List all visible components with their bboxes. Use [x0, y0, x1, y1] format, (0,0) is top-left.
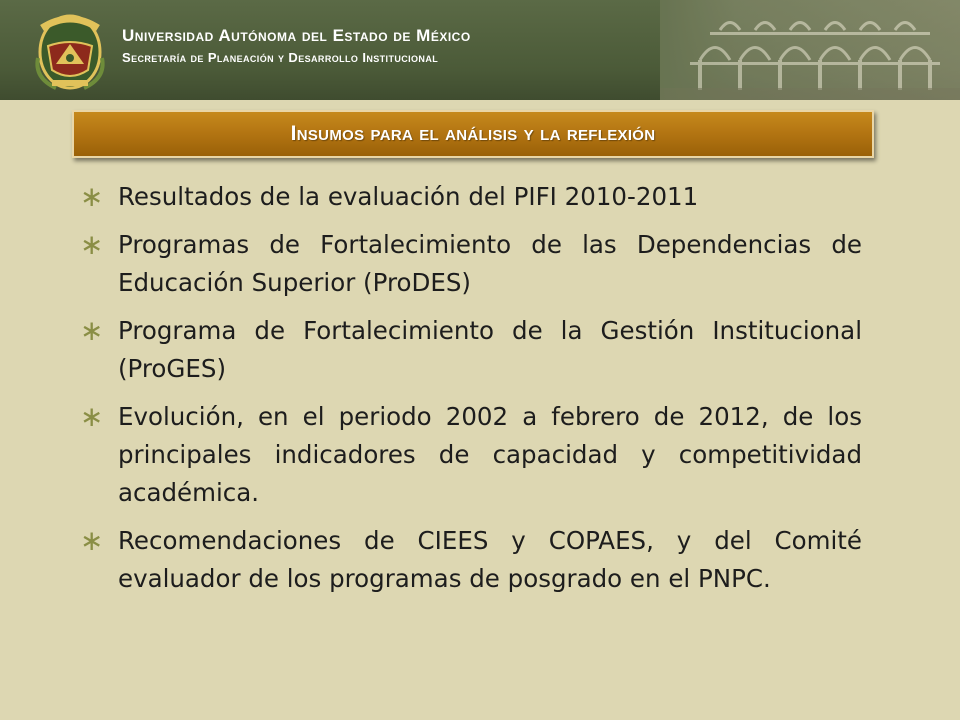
- bullet-item: [80, 226, 862, 302]
- uaem-coat-of-arms-icon: [28, 8, 112, 92]
- bullet-text: Resultados de la evaluación del PIFI 2010-2011: [118, 182, 699, 211]
- asterisk-bullet-icon: ∗: [80, 180, 104, 213]
- bullet-item: [80, 312, 862, 388]
- asterisk-bullet-icon: ∗: [80, 228, 104, 261]
- bullet-item: [80, 522, 862, 598]
- bullet-text: Programas de Fortalecimiento de las Dependencias de Educación Superior (ProDES): [118, 230, 862, 297]
- bullet-text: Recomendaciones de CIEES y COPAES, y del Comité evaluador de los programas de posgrado en el PNPC.: [118, 526, 862, 593]
- building-photo: [660, 0, 960, 100]
- university-name: Universidad Autónoma del Estado de México: [122, 26, 471, 45]
- asterisk-bullet-icon: ∗: [80, 400, 104, 433]
- secretariat-name: Secretaría de Planeación y Desarrollo Institucional: [122, 50, 439, 65]
- header-banner: [0, 0, 960, 100]
- slide-title-band: [72, 110, 874, 158]
- building-arches-image: [660, 0, 960, 100]
- bullet-text: Evolución, en el periodo 2002 a febrero de 2012, de los principales indicadores de capacidad y competitividad académica.: [118, 402, 862, 507]
- bullet-text: Programa de Fortalecimiento de la Gestión Institucional (ProGES): [118, 316, 862, 383]
- slide-title: Insumos para el análisis y la reflexión: [290, 122, 656, 145]
- bullet-item: [80, 178, 862, 216]
- asterisk-bullet-icon: ∗: [80, 524, 104, 557]
- bullet-item: [80, 398, 862, 512]
- bullet-list: [80, 178, 862, 608]
- asterisk-bullet-icon: ∗: [80, 314, 104, 347]
